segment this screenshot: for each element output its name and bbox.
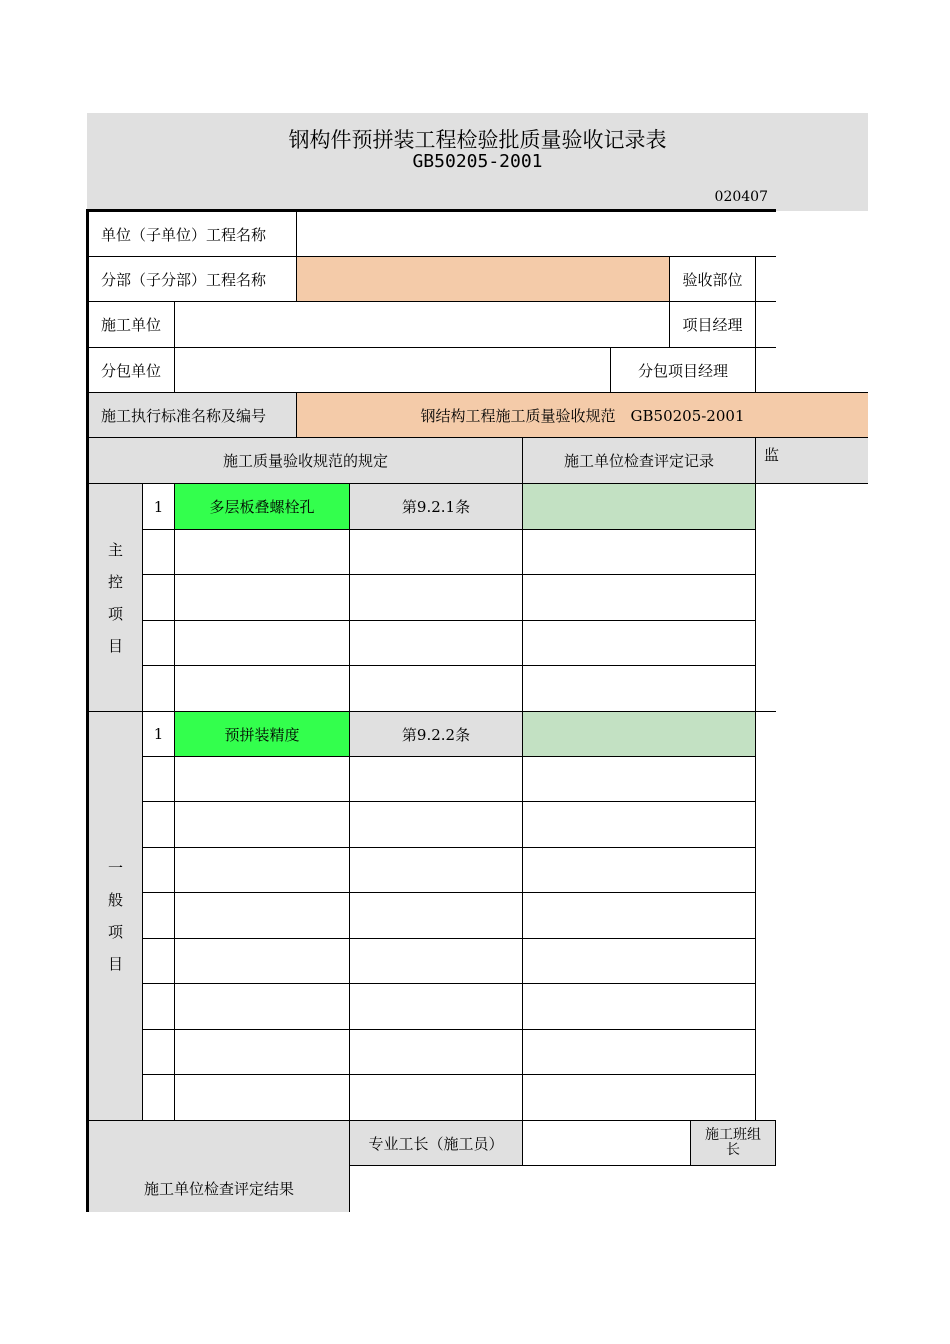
table-cell[interactable] bbox=[522, 529, 756, 575]
table-cell[interactable] bbox=[522, 756, 756, 802]
table-cell[interactable] bbox=[349, 574, 523, 621]
subcontract-manager-value[interactable] bbox=[755, 347, 776, 393]
table-cell[interactable] bbox=[349, 938, 523, 984]
table-cell[interactable] bbox=[349, 529, 523, 575]
table-cell[interactable] bbox=[522, 801, 756, 848]
main-control-label bbox=[88, 483, 143, 712]
footer-divider bbox=[349, 1165, 350, 1212]
table-cell[interactable] bbox=[349, 983, 523, 1030]
standard-value: 钢结构工程施工质量验收规范 GB50205-2001 bbox=[296, 392, 868, 438]
subcontract-unit-label: 分包单位 bbox=[88, 347, 175, 393]
team-leader-label: 施工班组长 bbox=[690, 1120, 776, 1166]
unit-project-value[interactable] bbox=[296, 211, 776, 257]
table-cell[interactable] bbox=[522, 847, 756, 893]
table-cell[interactable] bbox=[522, 574, 756, 621]
general-label bbox=[88, 711, 143, 1121]
general-item-clause: 第9.2.2条 bbox=[349, 711, 523, 757]
table-cell[interactable] bbox=[142, 801, 175, 848]
table-cell[interactable] bbox=[522, 620, 756, 666]
table-cell[interactable] bbox=[142, 1029, 175, 1075]
table-cell[interactable] bbox=[174, 1029, 350, 1075]
table-cell[interactable] bbox=[174, 983, 350, 1030]
section-divider bbox=[755, 711, 776, 712]
table-cell[interactable] bbox=[174, 665, 350, 712]
table-cell[interactable] bbox=[522, 665, 756, 712]
table-cell[interactable] bbox=[522, 892, 756, 939]
table-cell[interactable] bbox=[142, 620, 175, 666]
supervision-header: 监 bbox=[755, 437, 868, 484]
main-control-char-2: 控 bbox=[107, 572, 123, 591]
table-cell[interactable] bbox=[142, 1074, 175, 1121]
table-cell[interactable] bbox=[142, 983, 175, 1030]
table-cell[interactable] bbox=[174, 756, 350, 802]
table-cell[interactable] bbox=[522, 983, 756, 1030]
table-cell[interactable] bbox=[349, 847, 523, 893]
table-cell[interactable] bbox=[522, 938, 756, 984]
subcontract-unit-value[interactable] bbox=[174, 347, 611, 393]
project-manager-label: 项目经理 bbox=[669, 301, 756, 348]
table-cell[interactable] bbox=[349, 892, 523, 939]
general-char-3: 项 bbox=[107, 923, 123, 941]
main-item-clause: 第9.2.1条 bbox=[349, 483, 523, 530]
subcontract-manager-label: 分包项目经理 bbox=[610, 347, 756, 393]
table-cell[interactable] bbox=[142, 665, 175, 712]
table-cell[interactable] bbox=[349, 1029, 523, 1075]
table-cell[interactable] bbox=[174, 620, 350, 666]
table-cell[interactable] bbox=[174, 892, 350, 939]
main-control-char-3: 项 bbox=[107, 604, 123, 623]
general-item-no: 1 bbox=[142, 711, 175, 757]
construction-unit-label: 施工单位 bbox=[88, 301, 175, 348]
general-item-name: 预拼装精度 bbox=[174, 711, 350, 757]
form-title: 钢构件预拼装工程检验批质量验收记录表 bbox=[288, 128, 667, 152]
table-cell[interactable] bbox=[174, 938, 350, 984]
main-item-name: 多层板叠螺栓孔 bbox=[174, 483, 350, 530]
table-cell[interactable] bbox=[174, 529, 350, 575]
foreman-value[interactable] bbox=[522, 1120, 691, 1166]
project-manager-value[interactable] bbox=[755, 301, 776, 348]
sub-project-label: 分部（子分部）工程名称 bbox=[88, 256, 297, 302]
acceptance-part-value[interactable] bbox=[755, 256, 776, 302]
foreman-label: 专业工长（施工员） bbox=[349, 1120, 523, 1166]
sub-project-value[interactable] bbox=[296, 256, 670, 302]
table-cell[interactable] bbox=[142, 892, 175, 939]
table-cell[interactable] bbox=[522, 1074, 756, 1121]
construction-unit-value[interactable] bbox=[174, 301, 670, 348]
table-cell[interactable] bbox=[142, 529, 175, 575]
table-cell[interactable] bbox=[349, 665, 523, 712]
form-code: 020407 bbox=[714, 189, 768, 205]
unit-project-label: 单位（子单位）工程名称 bbox=[88, 211, 297, 257]
general-char-2: 般 bbox=[107, 891, 123, 909]
general-char-4: 目 bbox=[107, 955, 123, 973]
table-cell[interactable] bbox=[174, 847, 350, 893]
record-header: 施工单位检查评定记录 bbox=[522, 437, 756, 484]
general-char-1: 一 bbox=[107, 859, 123, 877]
table-cell[interactable] bbox=[142, 938, 175, 984]
table-cell[interactable] bbox=[142, 574, 175, 621]
general-item-record[interactable] bbox=[522, 711, 756, 757]
spec-header: 施工质量验收规范的规定 bbox=[88, 437, 523, 484]
main-control-char-4: 目 bbox=[107, 636, 123, 655]
main-item-no: 1 bbox=[142, 483, 175, 530]
table-cell[interactable] bbox=[174, 574, 350, 621]
standard-code: GB50205-2001 bbox=[412, 151, 543, 172]
table-cell[interactable] bbox=[174, 1074, 350, 1121]
table-cell[interactable] bbox=[349, 620, 523, 666]
result-label: 施工单位检查评定结果 bbox=[88, 1165, 350, 1212]
acceptance-part-label: 验收部位 bbox=[669, 256, 756, 302]
footer-blank bbox=[88, 1120, 350, 1166]
table-cell[interactable] bbox=[349, 756, 523, 802]
table-cell[interactable] bbox=[142, 756, 175, 802]
main-item-record[interactable] bbox=[522, 483, 756, 530]
table-cell[interactable] bbox=[349, 1074, 523, 1121]
table-cell[interactable] bbox=[349, 801, 523, 848]
main-control-char-1: 主 bbox=[107, 540, 123, 559]
table-cell[interactable] bbox=[142, 847, 175, 893]
table-cell[interactable] bbox=[522, 1029, 756, 1075]
table-cell[interactable] bbox=[174, 801, 350, 848]
standard-label: 施工执行标准名称及编号 bbox=[88, 392, 297, 438]
